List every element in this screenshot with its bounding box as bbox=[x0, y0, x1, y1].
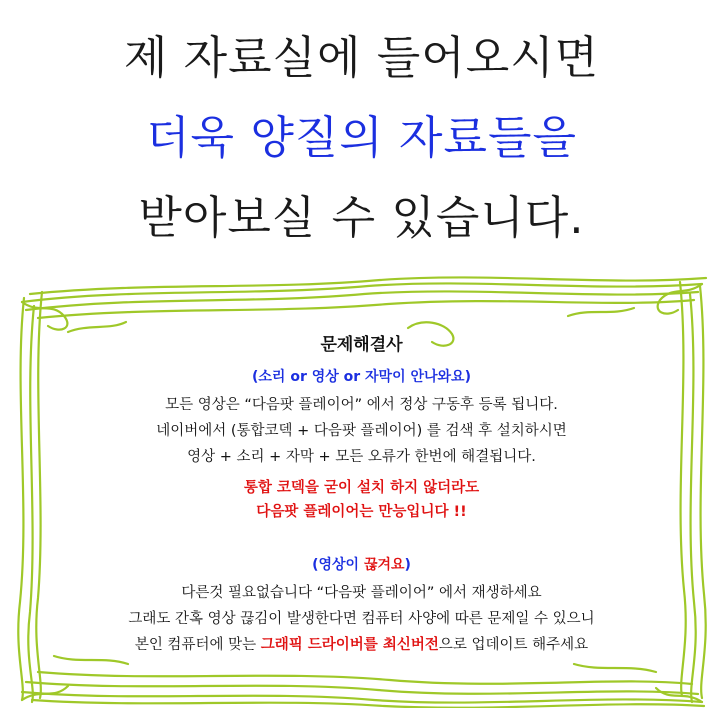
section2-subtitle-highlight: 끊겨요 bbox=[363, 557, 405, 573]
section2-last-highlight: 그래픽 드라이버를 최신버전 bbox=[260, 637, 439, 653]
spacer-2 bbox=[0, 524, 723, 550]
section2-line-3 bbox=[0, 632, 723, 658]
section2-last-tail: 으로 업데이트 해주세요 bbox=[438, 637, 589, 653]
section2-line-1: 다른것 필요없습니다 “다음팟 플레이어” 에서 재생하세요 bbox=[181, 585, 542, 601]
section2-subtitle-prefix: (영상이 bbox=[312, 557, 364, 573]
headline-block bbox=[0, 18, 723, 258]
section1-warning-2: 다음팟 플레이어는 만능입니다 !! bbox=[256, 504, 467, 520]
content-title: 문제해결사 bbox=[320, 335, 403, 355]
section2-last-prefix: 본인 컴퓨터에 맞는 bbox=[134, 637, 261, 653]
section1-line-2: 네이버에서 (통합코덱 + 다음팟 플레이어) 를 검색 후 설치하시면 bbox=[156, 423, 567, 439]
section1-line-3: 영상 + 소리 + 자막 + 모든 오류가 한번에 해결됩니다. bbox=[187, 449, 536, 465]
headline-line-2: 더욱 양질의 자료들을 bbox=[146, 111, 577, 164]
headline-line-1: 제 자료실에 들어오시면 bbox=[123, 31, 600, 84]
section2-subtitle bbox=[0, 550, 723, 580]
body-content bbox=[0, 330, 723, 658]
headline-line-3: 받아보실 수 있습니다. bbox=[138, 191, 585, 244]
section1-line-1: 모든 영상은 “다음팟 플레이어” 에서 정상 구동후 등록 됩니다. bbox=[165, 397, 558, 413]
section1-warning-1: 통합 코덱을 굳이 설치 하지 않더라도 bbox=[243, 480, 480, 496]
section1-subtitle: (소리 or 영상 or 자막이 안나와요) bbox=[252, 369, 471, 385]
section2-subtitle-tail: ) bbox=[404, 557, 411, 573]
section2-line-2: 그래도 간혹 영상 끊김이 발생한다면 컴퓨터 사양에 따른 문제일 수 있으니 bbox=[128, 611, 595, 627]
